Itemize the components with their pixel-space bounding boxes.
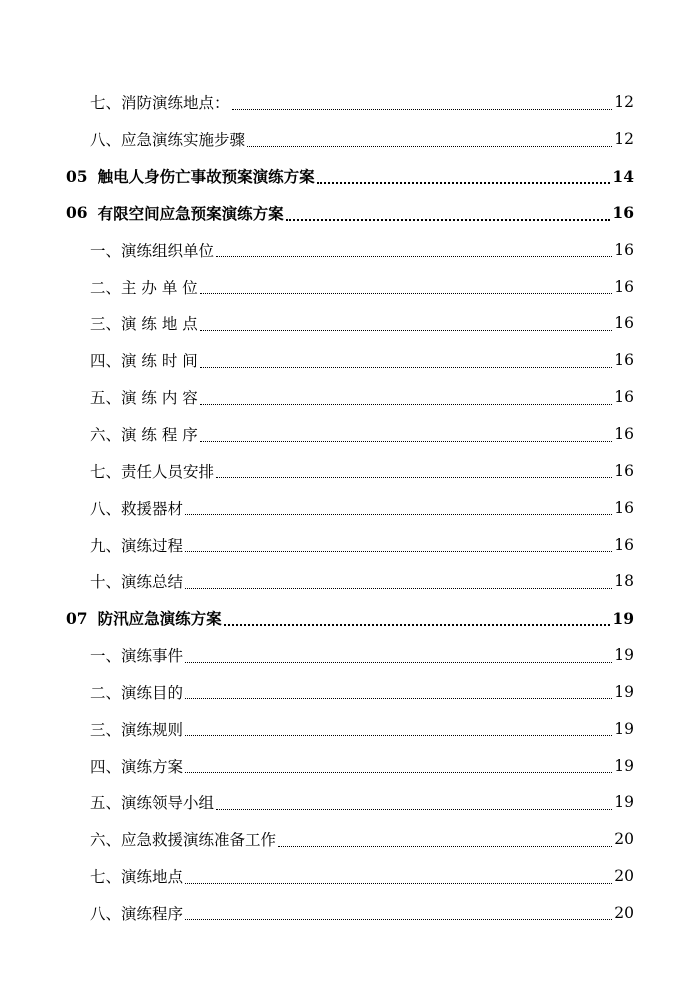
dot-leader (278, 836, 612, 847)
dot-leader (185, 541, 612, 552)
dot-leader (185, 652, 612, 663)
toc-entry-label: 六、演 练 程 序 (90, 426, 198, 445)
toc-section-number: 05 (66, 166, 88, 186)
toc-entry[interactable] (0, 747, 700, 784)
toc-entry[interactable] (0, 305, 700, 342)
toc-section-entry[interactable] (0, 600, 700, 637)
toc-page-number: 19 (614, 793, 634, 812)
toc-entry-label: 一、演练组织单位 (90, 241, 215, 260)
toc-entry-label: 八、演练程序 (90, 904, 184, 923)
toc-entry-label: 二、演练目的 (90, 683, 184, 702)
toc-section-entry[interactable] (0, 158, 700, 195)
toc-entry[interactable] (0, 121, 700, 158)
toc-section-number: 06 (66, 203, 88, 223)
dot-leader (200, 431, 612, 442)
toc-page-number: 16 (614, 388, 634, 407)
toc-page-number: 12 (614, 93, 634, 112)
toc-entry[interactable] (0, 416, 700, 453)
toc-entry-label: 六、应急救援演练准备工作 (90, 831, 277, 850)
toc-page-number: 19 (614, 646, 634, 665)
toc-section-entry[interactable] (0, 195, 700, 232)
dot-leader (185, 762, 612, 773)
toc-page-number: 16 (614, 425, 634, 444)
toc-entry[interactable] (0, 268, 700, 305)
dot-leader (185, 909, 612, 920)
toc-entry[interactable] (0, 821, 700, 858)
dot-leader (216, 246, 612, 257)
toc-entry[interactable] (0, 858, 700, 895)
toc-entry-label: 五、演练领导小组 (90, 794, 215, 813)
toc-entry-label: 三、演练规则 (90, 720, 184, 739)
toc-entry[interactable] (0, 895, 700, 932)
toc-page-number: 12 (614, 130, 634, 149)
toc-entry-label: 五、演 练 内 容 (90, 389, 198, 408)
toc-entry[interactable] (0, 674, 700, 711)
table-of-contents (0, 84, 700, 931)
dot-leader (216, 799, 612, 810)
toc-entry[interactable] (0, 379, 700, 416)
toc-page-number: 16 (612, 203, 634, 223)
toc-page-number: 16 (614, 461, 634, 480)
dot-leader (224, 614, 611, 626)
dot-leader (317, 172, 611, 184)
toc-page-number: 20 (614, 830, 634, 849)
toc-section-number: 07 (66, 608, 88, 628)
toc-entry[interactable] (0, 84, 700, 121)
dot-leader (200, 357, 612, 368)
toc-entry-label: 四、演 练 时 间 (90, 352, 198, 371)
toc-entry[interactable] (0, 342, 700, 379)
toc-page-number: 18 (614, 572, 634, 591)
toc-page-number: 16 (614, 240, 634, 259)
dot-leader (185, 578, 612, 589)
toc-entry-label: 十、演练总结 (90, 573, 184, 592)
toc-page-number: 19 (614, 682, 634, 701)
toc-page-number: 16 (614, 314, 634, 333)
dot-leader (185, 725, 612, 736)
toc-entry-label: 七、消防演练地点： (90, 94, 230, 113)
toc-entry-label: 八、应急演练实施步骤 (90, 131, 246, 150)
toc-entry[interactable] (0, 452, 700, 489)
dot-leader (200, 394, 612, 405)
toc-page-number: 16 (614, 351, 634, 370)
toc-entry-label: 有限空间应急预案演练方案 (97, 203, 284, 223)
toc-entry-label: 七、责任人员安排 (90, 462, 215, 481)
toc-page-number: 20 (614, 903, 634, 922)
toc-entry[interactable] (0, 563, 700, 600)
toc-entry-label: 触电人身伤亡事故预案演练方案 (97, 167, 315, 187)
toc-page-number: 16 (614, 535, 634, 554)
toc-entry-label: 九、演练过程 (90, 536, 184, 555)
dot-leader (200, 283, 612, 294)
dot-leader (200, 320, 612, 331)
toc-page-number: 19 (614, 719, 634, 738)
dot-leader (185, 504, 612, 515)
toc-entry-label: 八、救援器材 (90, 499, 184, 518)
toc-entry[interactable] (0, 637, 700, 674)
toc-page-number: 19 (612, 608, 634, 628)
toc-entry-label: 七、演练地点 (90, 868, 184, 887)
dot-leader (185, 873, 612, 884)
toc-page-number: 14 (612, 166, 634, 186)
toc-entry[interactable] (0, 784, 700, 821)
toc-entry[interactable] (0, 526, 700, 563)
dot-leader (185, 688, 612, 699)
toc-entry[interactable] (0, 710, 700, 747)
toc-entry[interactable] (0, 489, 700, 526)
toc-entry-label: 一、演练事件 (90, 647, 184, 666)
toc-entry-label: 二、主 办 单 位 (90, 278, 198, 297)
toc-page-number: 16 (614, 498, 634, 517)
toc-entry-label: 四、演练方案 (90, 757, 184, 776)
dot-leader (232, 99, 613, 110)
dot-leader (286, 209, 611, 221)
toc-page-number: 20 (614, 867, 634, 886)
toc-entry-label: 三、演 练 地 点 (90, 315, 198, 334)
toc-entry-label: 防汛应急演练方案 (97, 609, 222, 629)
toc-page-number: 19 (614, 756, 634, 775)
toc-entry[interactable] (0, 231, 700, 268)
dot-leader (247, 136, 612, 147)
dot-leader (216, 467, 612, 478)
toc-page-number: 16 (614, 277, 634, 296)
